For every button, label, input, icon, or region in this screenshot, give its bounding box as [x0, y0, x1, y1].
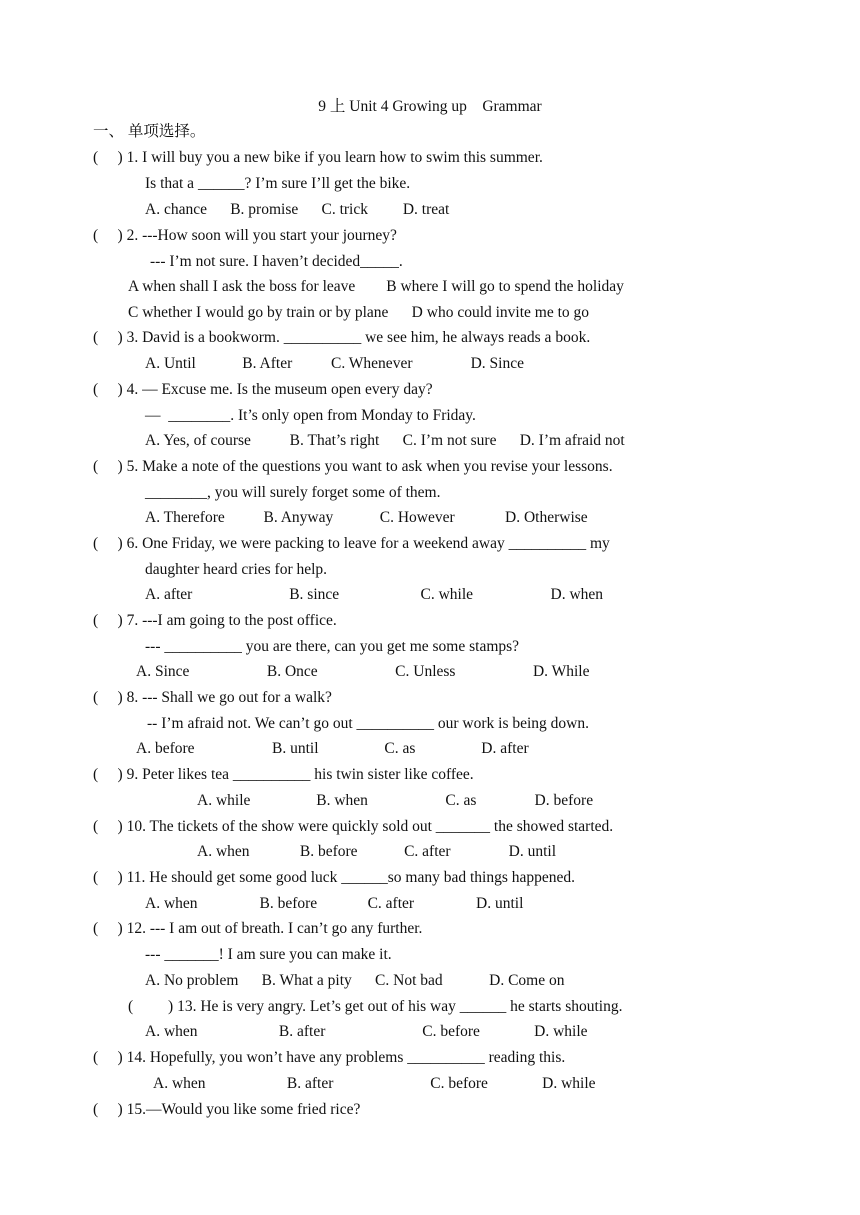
question-stem: ( ) 11. He should get some good luck ______so many bad things happened.	[93, 869, 576, 886]
question-line: A. Yes, of course B. That’s right C. I’m not sure D. I’m afraid not	[145, 432, 625, 449]
question-stem: ( ) 12. --- I am out of breath. I can’t go any further.	[93, 920, 423, 937]
question-line: Is that a ______? I’m sure I’ll get the bike.	[145, 175, 411, 192]
question-stem: ( ) 14. Hopefully, you won’t have any problems __________ reading this.	[93, 1049, 566, 1066]
question-stem: ( ) 4. — Excuse me. Is the museum open every day?	[93, 381, 433, 398]
section-heading: 一、 单项选择。	[93, 123, 206, 140]
question-line: --- __________ you are there, can you get me some stamps?	[145, 638, 520, 655]
question-line: A. while B. when C. as D. before	[197, 792, 594, 809]
question-line: --- I’m not sure. I haven’t decided_____.	[150, 253, 403, 270]
question-line: A. when B. after C. before D. while	[153, 1075, 596, 1092]
question-line: A. No problem B. What a pity C. Not bad D. Come on	[145, 972, 565, 989]
question-stem: ( ) 3. David is a bookworm. __________ we see him, he always reads a book.	[93, 329, 591, 346]
question-stem: ( ) 15.—Would you like some fried rice?	[93, 1101, 361, 1118]
question-stem: ( ) 6. One Friday, we were packing to leave for a weekend away __________ my	[93, 535, 610, 552]
question-stem: ( ) 9. Peter likes tea __________ his twin sister like coffee.	[93, 766, 474, 783]
question-stem: ( ) 7. ---I am going to the post office.	[93, 612, 337, 629]
question-line: daughter heard cries for help.	[145, 561, 328, 578]
question-line: A. Until B. After C. Whenever D. Since	[145, 355, 524, 372]
question-stem: ( ) 13. He is very angry. Let’s get out of his way ______ he starts shouting.	[128, 998, 623, 1015]
question-line: A. Since B. Once C. Unless D. While	[136, 663, 590, 680]
question-line: A. when B. before C. after D. until	[197, 843, 557, 860]
question-line: A. Therefore B. Anyway C. However D. Otherwise	[145, 509, 588, 526]
question-line: A. when B. before C. after D. until	[145, 895, 524, 912]
question-stem: ( ) 10. The tickets of the show were quickly sold out _______ the showed started.	[93, 818, 614, 835]
question-stem: ( ) 8. --- Shall we go out for a walk?	[93, 689, 332, 706]
question-line: ________, you will surely forget some of them.	[145, 484, 441, 501]
question-line: -- I’m afraid not. We can’t go out __________ our work is being down.	[147, 715, 589, 732]
question-stem: ( ) 1. I will buy you a new bike if you learn how to swim this summer.	[93, 149, 543, 166]
question-line: — ________. It’s only open from Monday to Friday.	[145, 407, 476, 424]
question-line: A when shall I ask the boss for leave B where I will go to spend the holiday	[128, 278, 624, 295]
question-line: --- _______! I am sure you can make it.	[145, 946, 392, 963]
question-stem: ( ) 2. ---How soon will you start your journey?	[93, 227, 397, 244]
document-title: 9 上 Unit 4 Growing up Grammar	[318, 98, 542, 115]
question-line: A. when B. after C. before D. while	[145, 1023, 588, 1040]
question-line: C whether I would go by train or by plane D who could invite me to go	[128, 304, 590, 321]
question-line: A. before B. until C. as D. after	[136, 740, 529, 757]
question-line: A. chance B. promise C. trick D. treat	[145, 201, 450, 218]
question-line: A. after B. since C. while D. when	[145, 586, 604, 603]
question-stem: ( ) 5. Make a note of the questions you want to ask when you revise your lessons.	[93, 458, 613, 475]
